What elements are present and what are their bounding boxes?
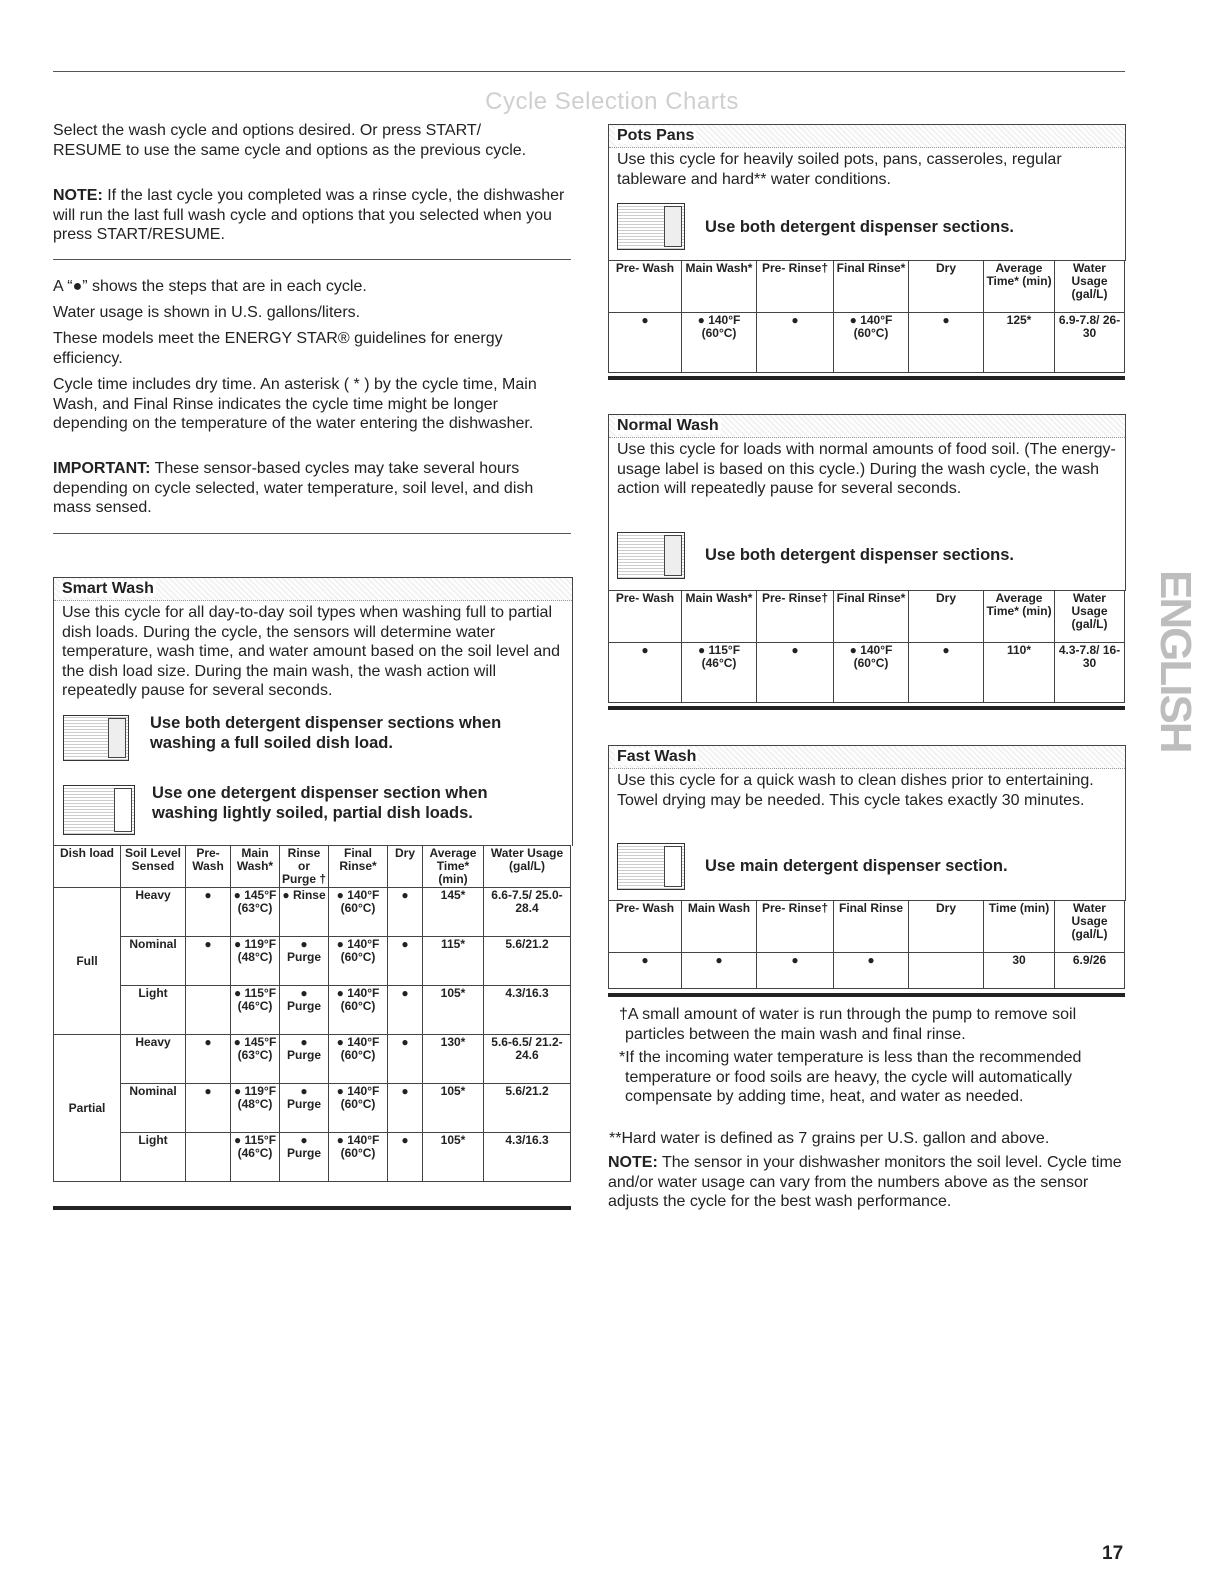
- col-pre-wash: Pre- Wash: [609, 591, 682, 643]
- main-cell: ● 145°F (63°C): [231, 1035, 280, 1084]
- soil-cell: Light: [121, 1133, 186, 1182]
- footnote-hard-water: **Hard water is defined as 7 grains per U.S. gallon and above.: [609, 1130, 1050, 1147]
- smart-wash-table: [53, 845, 571, 1182]
- time-cell: 105*: [423, 1133, 484, 1182]
- col-dry: Dry: [388, 846, 423, 888]
- important-label: IMPORTANT:: [53, 460, 151, 477]
- rinse-cell: ● Purge: [280, 937, 329, 986]
- important-note: [53, 459, 573, 518]
- dot-explanation: A “●” shows the steps that are in each cycle.: [53, 278, 367, 295]
- time-cell: 130*: [423, 1035, 484, 1084]
- page-number: 17: [1102, 1543, 1124, 1564]
- time-cell: 110*: [984, 643, 1055, 703]
- fast-wash-title: Fast Wash: [609, 746, 1125, 769]
- rinse-cell: ● Purge: [280, 1133, 329, 1182]
- intro-note: [53, 186, 568, 245]
- footnote-note: [608, 1153, 1123, 1212]
- water-cell: 4.3-7.8/ 16-30: [1055, 643, 1125, 703]
- rinse-cell: ● Rinse: [280, 888, 329, 937]
- pre-rinse-cell: ●: [757, 313, 834, 373]
- intro-paragraph: Select the wash cycle and options desired. Or press START/ RESUME to use the same cycle and options as the previous cycle.: [53, 122, 527, 159]
- col-average-time: Average Time* (min): [984, 591, 1055, 643]
- final-rinse-cell: ● 140°F (60°C): [834, 313, 909, 373]
- col-final-rinse: Final Rinse*: [329, 846, 388, 888]
- pre-rinse-cell: ●: [757, 953, 834, 989]
- water-cell: 5.6-6.5/ 21.2-24.6: [484, 1035, 571, 1084]
- fast-wash-description: Use this cycle for a quick wash to clean dishes prior to entertaining. Towel drying may be needed. This cycle takes exactly 30 minutes.: [617, 772, 1094, 809]
- table-row: [54, 888, 571, 937]
- pre-cell: ●: [186, 1035, 231, 1084]
- dry-cell: ●: [388, 1084, 423, 1133]
- pre-wash-cell: ●: [609, 953, 682, 989]
- dispenser-one-icon: [617, 843, 685, 890]
- note-text: If the last cycle you completed was a rinse cycle, the dishwasher will run the last full wash cycle and options that you selected when you press START/RESUME.: [53, 187, 565, 243]
- main-wash-cell: ●: [682, 953, 757, 989]
- normal-wash-table: [608, 590, 1125, 703]
- col-main-wash: Main Wash*: [682, 591, 757, 643]
- soil-cell: Light: [121, 986, 186, 1035]
- energy-star-note: These models meet the ENERGY STAR® guidelines for energy efficiency.: [53, 330, 503, 367]
- col-soil-level: Soil Level Sensed: [121, 846, 186, 888]
- col-water-usage: Water Usage (gal/L): [1055, 261, 1125, 313]
- final-cell: ● 140°F (60°C): [329, 986, 388, 1035]
- rinse-cell: ● Purge: [280, 986, 329, 1035]
- top-rule: [53, 71, 1125, 72]
- dry-cell: ●: [388, 1133, 423, 1182]
- dry-cell: [909, 953, 984, 989]
- pre-wash-cell: ●: [609, 313, 682, 373]
- dry-cell: ●: [388, 937, 423, 986]
- note-text: The sensor in your dishwasher monitors the soil level. Cycle time and/or water usage can vary from the numbers above as the sensor adjusts the cycle for the best wash performance.: [608, 1154, 1122, 1210]
- language-side-tab: ENGLISH: [1151, 570, 1200, 752]
- pre-wash-cell: ●: [609, 643, 682, 703]
- smart-wash-bottom-rule: [53, 1206, 571, 1210]
- main-cell: ● 115°F (46°C): [231, 986, 280, 1035]
- col-main-wash: Main Wash: [682, 901, 757, 953]
- dry-cell: ●: [388, 1035, 423, 1084]
- time-cell: 105*: [423, 1084, 484, 1133]
- table-row: [54, 1133, 571, 1182]
- pots-pans-table: [608, 260, 1125, 373]
- dish-load-cell: Partial: [54, 1035, 121, 1182]
- fast-wash-instr: Use main detergent dispenser section.: [705, 857, 1008, 875]
- col-water-usage: Water Usage (gal/L): [484, 846, 571, 888]
- table-row: [54, 986, 571, 1035]
- pots-pans-title: Pots Pans: [609, 125, 1125, 148]
- soil-cell: Heavy: [121, 1035, 186, 1084]
- col-average-time: Average Time* (min): [984, 261, 1055, 313]
- intro-divider-2: [53, 533, 571, 534]
- pots-pans-instr: Use both detergent dispenser sections.: [705, 218, 1014, 236]
- pre-cell: [186, 1133, 231, 1182]
- fast-wash-box: [608, 745, 1126, 901]
- normal-wash-description: Use this cycle for loads with normal amounts of food soil. (The energy-usage label is based on this cycle.) During the wash cycle, the wash action will repeatedly pause for several seconds.: [617, 441, 1116, 497]
- main-wash-cell: ● 140°F (60°C): [682, 313, 757, 373]
- time-cell: 105*: [423, 986, 484, 1035]
- table-header-row: [609, 261, 1125, 313]
- final-rinse-cell: ● 140°F (60°C): [834, 643, 909, 703]
- final-cell: ● 140°F (60°C): [329, 937, 388, 986]
- smart-wash-title: Smart Wash: [54, 578, 572, 601]
- main-cell: ● 115°F (46°C): [231, 1133, 280, 1182]
- col-time: Time (min): [984, 901, 1055, 953]
- normal-wash-title: Normal Wash: [609, 415, 1125, 438]
- pots-pans-description: Use this cycle for heavily soiled pots, pans, casseroles, regular tableware and hard** water conditions.: [617, 151, 1062, 188]
- time-cell: 115*: [423, 937, 484, 986]
- col-average-time: Average Time* (min): [423, 846, 484, 888]
- dish-load-cell: Full: [54, 888, 121, 1035]
- important-text: These sensor-based cycles may take several hours depending on cycle selected, water temperature, soil level, and dish mass sensed.: [53, 460, 534, 516]
- rinse-cell: ● Purge: [280, 1035, 329, 1084]
- table-header-row: [609, 591, 1125, 643]
- water-cell: 5.6/21.2: [484, 937, 571, 986]
- col-final-rinse: Final Rinse*: [834, 591, 909, 643]
- col-dry: Dry: [909, 591, 984, 643]
- dispenser-both-icon: [617, 532, 685, 579]
- table-row: [54, 1035, 571, 1084]
- footnote-dagger: †A small amount of water is run through the pump to remove soil particles between the main wash and final rinse.: [619, 1006, 1077, 1043]
- pots-pans-bottom-rule: [608, 376, 1125, 380]
- table-row: [609, 313, 1125, 373]
- col-dry: Dry: [909, 901, 984, 953]
- table-row: [609, 643, 1125, 703]
- col-dry: Dry: [909, 261, 984, 313]
- dispenser-both-icon: [63, 715, 129, 761]
- water-cell: 4.3/16.3: [484, 1133, 571, 1182]
- dry-cell: ●: [388, 888, 423, 937]
- dry-cell: ●: [388, 986, 423, 1035]
- intro-divider: [53, 259, 571, 260]
- col-pre-wash: Pre- Wash: [609, 901, 682, 953]
- col-pre-wash: Pre- Wash: [186, 846, 231, 888]
- col-final-rinse: Final Rinse*: [834, 261, 909, 313]
- table-header-row: [54, 846, 571, 888]
- pots-pans-box: [608, 124, 1126, 261]
- normal-wash-bottom-rule: [608, 706, 1125, 710]
- cycle-time-note: Cycle time includes dry time. An asterisk ( * ) by the cycle time, Main Wash, and Final Rinse indicates the cycle time might be longer depending on the temperature of the water entering the dishwasher.: [53, 376, 537, 432]
- smart-wash-instr-partial: Use one detergent dispenser section when washing lightly soiled, partial dish loads.: [152, 784, 488, 822]
- water-cell: 6.9/26: [1055, 953, 1125, 989]
- water-cell: 6.6-7.5/ 25.0-28.4: [484, 888, 571, 937]
- table-row: [609, 953, 1125, 989]
- footnote-asterisk: *If the incoming water temperature is less than the recommended temperature or food soils are heavy, the cycle will automatically compensate by adding time, heat, and water as needed.: [619, 1049, 1082, 1105]
- col-main-wash: Main Wash*: [682, 261, 757, 313]
- time-cell: 145*: [423, 888, 484, 937]
- col-dish-load: Dish load: [54, 846, 121, 888]
- main-cell: ● 145°F (63°C): [231, 888, 280, 937]
- col-final-rinse: Final Rinse: [834, 901, 909, 953]
- time-cell: 125*: [984, 313, 1055, 373]
- final-cell: ● 140°F (60°C): [329, 1133, 388, 1182]
- time-cell: 30: [984, 953, 1055, 989]
- water-cell: 5.6/21.2: [484, 1084, 571, 1133]
- water-cell: 6.9-7.8/ 26-30: [1055, 313, 1125, 373]
- final-cell: ● 140°F (60°C): [329, 888, 388, 937]
- fast-wash-table: [608, 900, 1125, 989]
- rinse-cell: ● Purge: [280, 1084, 329, 1133]
- main-cell: ● 119°F (48°C): [231, 937, 280, 986]
- smart-wash-instr-full: Use both detergent dispenser sections when washing a full soiled dish load.: [150, 714, 502, 752]
- col-pre-rinse: Pre- Rinse†: [757, 901, 834, 953]
- note-label: NOTE:: [53, 187, 103, 204]
- col-rinse-purge: Rinse or Purge †: [280, 846, 329, 888]
- col-pre-rinse: Pre- Rinse†: [757, 261, 834, 313]
- pre-cell: ●: [186, 1084, 231, 1133]
- water-usage-note: Water usage is shown in U.S. gallons/liters.: [53, 304, 361, 321]
- col-water-usage: Water Usage (gal/L): [1055, 901, 1125, 953]
- pre-cell: [186, 986, 231, 1035]
- main-cell: ● 119°F (48°C): [231, 1084, 280, 1133]
- soil-cell: Nominal: [121, 1084, 186, 1133]
- page-title: Cycle Selection Charts: [485, 88, 739, 115]
- col-pre-wash: Pre- Wash: [609, 261, 682, 313]
- pre-cell: ●: [186, 937, 231, 986]
- smart-wash-description: Use this cycle for all day-to-day soil types when washing full to partial dish loads. During the cycle, the sensors will determine water temperature, wash time, and water amount based on the soil level and the dish load size. During the main wash, the wash action will repeatedly pause for several seconds.: [62, 604, 561, 699]
- pre-cell: ●: [186, 888, 231, 937]
- dry-cell: ●: [909, 313, 984, 373]
- soil-cell: Heavy: [121, 888, 186, 937]
- normal-wash-instr: Use both detergent dispenser sections.: [705, 546, 1014, 564]
- final-rinse-cell: ●: [834, 953, 909, 989]
- fast-wash-bottom-rule: [608, 993, 1125, 997]
- final-cell: ● 140°F (60°C): [329, 1035, 388, 1084]
- table-row: [54, 1084, 571, 1133]
- table-header-row: [609, 901, 1125, 953]
- note-label: NOTE:: [608, 1154, 658, 1171]
- col-main-wash: Main Wash*: [231, 846, 280, 888]
- pre-rinse-cell: ●: [757, 643, 834, 703]
- col-water-usage: Water Usage (gal/L): [1055, 591, 1125, 643]
- main-wash-cell: ● 115°F (46°C): [682, 643, 757, 703]
- final-cell: ● 140°F (60°C): [329, 1084, 388, 1133]
- table-row: [54, 937, 571, 986]
- soil-cell: Nominal: [121, 937, 186, 986]
- dispenser-both-icon: [617, 203, 685, 250]
- col-pre-rinse: Pre- Rinse†: [757, 591, 834, 643]
- water-cell: 4.3/16.3: [484, 986, 571, 1035]
- dispenser-one-icon: [63, 785, 135, 835]
- dry-cell: ●: [909, 643, 984, 703]
